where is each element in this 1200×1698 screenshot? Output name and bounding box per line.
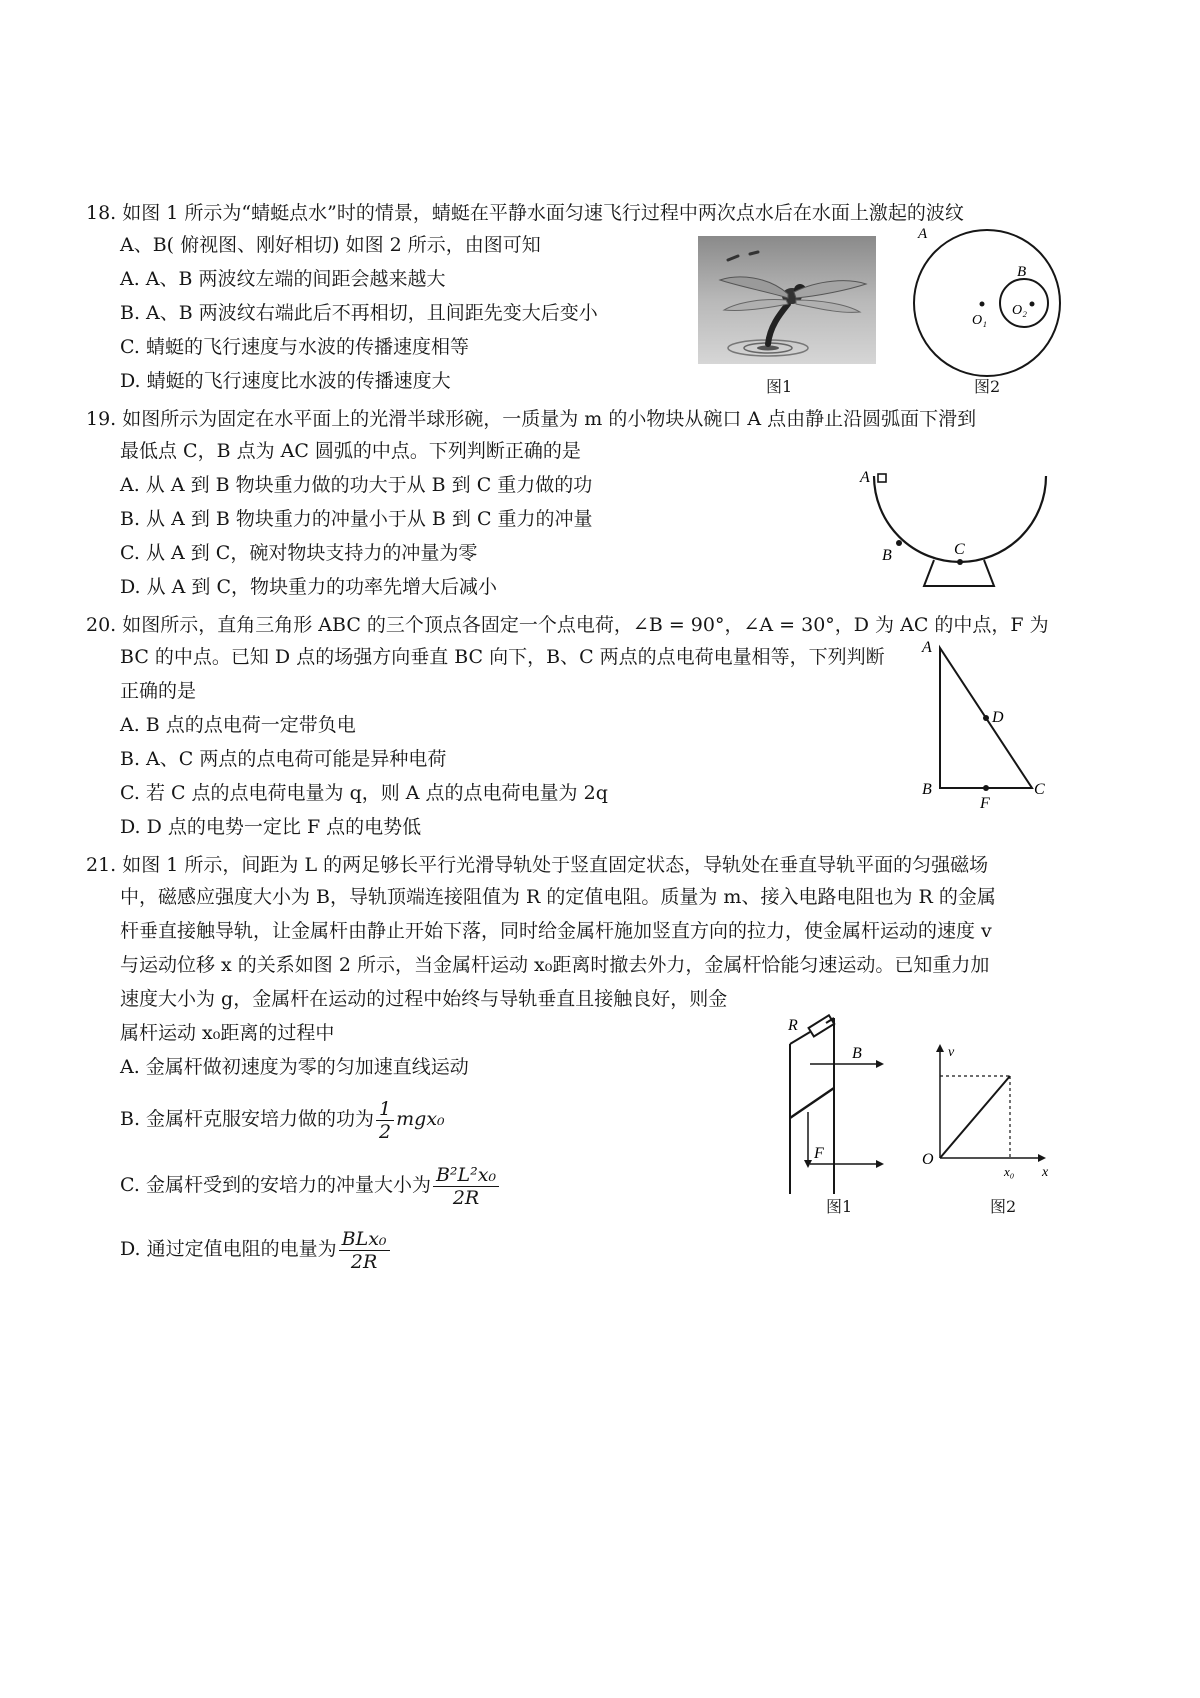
q21-fig2-label-x0: x₀ xyxy=(1004,1164,1015,1179)
q20-stem-cont2: 正确的是 xyxy=(120,680,197,702)
q21-fig2-label-v: v xyxy=(948,1045,955,1060)
q19-fig-hemispherical-bowl xyxy=(852,468,1052,608)
q21-option-d-fraction xyxy=(339,1228,390,1273)
q21-fig2-caption: 图2 xyxy=(990,1197,1017,1216)
q20-option-b: B. A、C 两点的点电荷可能是异种电荷 xyxy=(120,748,447,770)
q18-fig2-wave-circles xyxy=(912,228,1062,378)
q21-option-d-numerator: BLx₀ xyxy=(339,1228,390,1251)
q19-option-a: A. 从 A 到 B 物块重力做的功大于从 B 到 C 重力做的功 xyxy=(120,474,593,496)
q21-fig1-rails-circuit xyxy=(770,1016,920,1196)
q21-stem-cont: 中，磁感应强度大小为 B，导轨顶端连接阻值为 R 的定值电阻。质量为 m、接入电路电阻也为 R 的金属 xyxy=(120,886,996,908)
q20-fig-label-b: B xyxy=(922,781,932,798)
q20-fig-right-triangle xyxy=(920,640,1050,810)
q19-stem-cont: 最低点 C，B 点为 AC 圆弧的中点。下列判断正确的是 xyxy=(120,440,581,462)
q19-option-d: D. 从 A 到 C，物块重力的功率先增大后减小 xyxy=(120,576,498,598)
q20-fig-label-a: A xyxy=(922,639,932,656)
q18-fig1-dragonfly-photo xyxy=(698,236,876,364)
q21-option-c xyxy=(120,1162,501,1209)
q21-option-b-numerator: 1 xyxy=(376,1098,394,1121)
q21-option-c-fraction xyxy=(433,1164,499,1209)
q21-fig1-label-r: R xyxy=(788,1017,798,1034)
q18-fig2-label-o2: O₂ xyxy=(1012,303,1027,318)
q20-fig-label-f: F xyxy=(980,795,990,812)
q21-fig2-vx-graph xyxy=(920,1040,1050,1180)
q21-fig1-label-f: F xyxy=(814,1145,824,1162)
q18-stem: 18. 如图 1 所示为“蜻蜓点水”时的情景，蜻蜓在平静水面匀速飞行过程中两次点水后在水面上激起的波纹 xyxy=(86,202,964,224)
q21-option-b xyxy=(120,1096,445,1143)
q21-option-b-expr: mgx₀ xyxy=(396,1108,445,1130)
q19-fig-label-c: C xyxy=(954,541,965,558)
q21-option-b-fraction xyxy=(376,1098,394,1143)
q21-option-a: A. 金属杆做初速度为零的匀加速直线运动 xyxy=(120,1056,469,1078)
q18-fig2-label-o1: O₁ xyxy=(972,313,987,328)
q21-option-d xyxy=(120,1226,392,1273)
q19-fig-label-a: A xyxy=(860,469,870,486)
q18-fig1-caption: 图1 xyxy=(766,377,793,396)
q20-stem-cont: BC 的中点。已知 D 点的场强方向垂直 BC 向下，B、C 两点的点电荷电量相等，下列判断 xyxy=(120,646,885,668)
q21-option-b-text: B. 金属杆克服安培力做的功为 xyxy=(120,1108,375,1130)
q21-stem-cont2: 杆垂直接触导轨，让金属杆由静止开始下落，同时给金属杆施加竖直方向的拉力，使金属杆运动的速度 v xyxy=(120,920,992,942)
q21-stem-cont5: 属杆运动 x₀距离的过程中 xyxy=(120,1022,335,1044)
q21-option-d-text: D. 通过定值电阻的电量为 xyxy=(120,1238,337,1260)
q21-stem: 21. 如图 1 所示，间距为 L 的两足够长平行光滑导轨处于竖直固定状态，导轨处在垂直导轨平面的匀强磁场 xyxy=(86,854,989,876)
q20-fig-label-d: D xyxy=(992,709,1004,726)
q19-option-c: C. 从 A 到 C，碗对物块支持力的冲量为零 xyxy=(120,542,478,564)
q20-stem: 20. 如图所示，直角三角形 ABC 的三个顶点各固定一个点电荷，∠B = 90°，∠A = 30°，D 为 AC 的中点，F 为 xyxy=(86,614,1049,636)
q18-fig2-label-a: A xyxy=(918,226,928,242)
q18-option-b: B. A、B 两波纹右端此后不再相切，且间距先变大后变小 xyxy=(120,302,598,324)
q18-fig2-caption: 图2 xyxy=(974,377,1001,396)
q20-option-c: C. 若 C 点的点电荷电量为 q，则 A 点的点电荷电量为 2q xyxy=(120,782,608,804)
q21-fig2-label-x: x xyxy=(1042,1165,1049,1180)
q21-stem-cont4: 速度大小为 g，金属杆在运动的过程中始终与导轨垂直且接触良好，则金 xyxy=(120,988,728,1010)
q18-option-a: A. A、B 两波纹左端的间距会越来越大 xyxy=(120,268,446,290)
q18-option-c: C. 蜻蜓的飞行速度与水波的传播速度相等 xyxy=(120,336,469,358)
q21-fig1-caption: 图1 xyxy=(826,1197,853,1216)
q21-option-d-denominator: 2R xyxy=(350,1250,378,1273)
q21-option-c-denominator: 2R xyxy=(452,1186,480,1209)
q20-option-a: A. B 点的点电荷一定带负电 xyxy=(120,714,356,736)
q20-fig-label-c: C xyxy=(1034,781,1045,798)
q20-option-d: D. D 点的电势一定比 F 点的电势低 xyxy=(120,816,422,838)
q21-stem-cont3: 与运动位移 x 的关系如图 2 所示，当金属杆运动 x₀距离时撤去外力，金属杆恰能匀速运动。已知重力加 xyxy=(120,954,990,976)
q18-stem-cont: A、B( 俯视图、刚好相切) 如图 2 所示，由图可知 xyxy=(120,234,541,256)
q21-fig2-label-o: O xyxy=(922,1151,934,1168)
q19-fig-label-b: B xyxy=(882,547,892,564)
q21-option-c-text: C. 金属杆受到的安培力的冲量大小为 xyxy=(120,1174,431,1196)
q21-fig1-label-b: B xyxy=(852,1045,862,1062)
q21-option-b-denominator: 2 xyxy=(379,1120,392,1143)
q18-fig2-label-b: B xyxy=(1017,264,1027,280)
q19-option-b: B. 从 A 到 B 物块重力的冲量小于从 B 到 C 重力的冲量 xyxy=(120,508,593,530)
q19-stem: 19. 如图所示为固定在水平面上的光滑半球形碗，一质量为 m 的小物块从碗口 A 点由静止沿圆弧面下滑到 xyxy=(86,408,977,430)
q18-option-d: D. 蜻蜓的飞行速度比水波的传播速度大 xyxy=(120,370,451,392)
q21-option-c-numerator: B²L²x₀ xyxy=(433,1164,499,1187)
